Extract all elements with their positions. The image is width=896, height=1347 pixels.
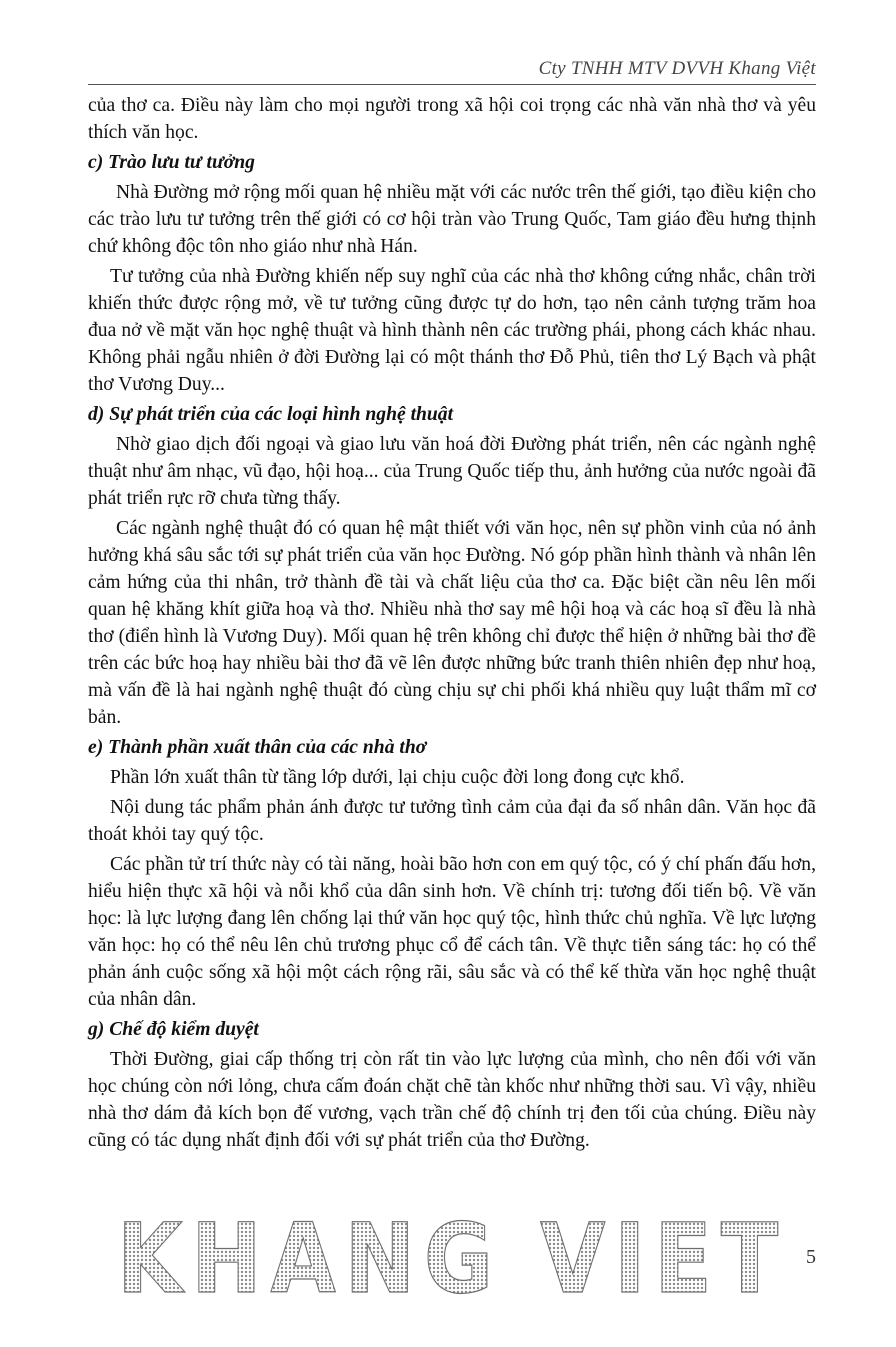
watermark-logo xyxy=(112,1210,792,1302)
paragraph-6: Phần lớn xuất thân từ tầng lớp dưới, lại chịu cuộc đời long đong cực khổ. xyxy=(110,767,685,788)
paragraph-9: Thời Đường, giai cấp thống trị còn rất tin vào lực lượng của mình, cho nên đối với văn học chúng còn nới lỏng, chưa cấm đoán chặt chẽ tàn khốc như những thời sau. Vì vậy, nhiều nhà thơ dám đả kích bọn đế vương, vạch trần chế độ chính trị đen tối của chúng. Điều này cũng có tác dụng nhất định đối với sự phát triển của thơ Đường. xyxy=(88,1049,816,1151)
paragraph-2: Nhà Đường mở rộng mối quan hệ nhiều mặt với các nước trên thế giới, tạo điều kiện cho các trào lưu tư tưởng trên thế giới có cơ hội tràn vào Trung Quốc, Tam giáo đều hưng thịnh chứ không độc tôn nho giáo như nhà Hán. xyxy=(88,182,816,257)
paragraph-4: Nhờ giao dịch đối ngoại và giao lưu văn hoá đời Đường phát triển, nên các ngành nghệ thuật như âm nhạc, vũ đạo, hội hoạ... của Trung Quốc tiếp thu, ảnh hưởng của nước ngoài đã phát triển rực rỡ chưa từng thấy. xyxy=(88,434,816,509)
page-header xyxy=(88,56,816,85)
section-heading-d: d) Sự phát triển của các loại hình nghệ thuật xyxy=(88,404,454,425)
paragraph-1: của thơ ca. Điều này làm cho mọi người trong xã hội coi trọng các nhà văn nhà thơ và yêu thích văn học. xyxy=(88,95,816,143)
publisher-name: Cty TNHH MTV DVVH Khang Việt xyxy=(538,58,816,79)
page-number: 5 xyxy=(806,1246,816,1268)
paragraph-5: Các ngành nghệ thuật đó có quan hệ mật thiết với văn học, nên sự phồn vinh của nó ảnh hưởng khá sâu sắc tới sự phát triển của văn học Đường. Nó góp phần hình thành và nhân lên cảm hứng của thi nhân, trở thành đề tài và chất liệu của thơ ca. Đặc biệt cần nêu lên mối quan hệ khăng khít giữa hoạ và thơ. Nhiều nhà thơ say mê hội hoạ và các hoạ sĩ đều là nhà thơ (điển hình là Vương Duy). Mối quan hệ trên không chỉ được thể hiện ở những bài thơ đề trên các bức hoạ hay nhiều bài thơ đã vẽ lên được những bức tranh thiên nhiên đẹp như hoạ, mà vấn đề là hai ngành nghệ thuật đó cùng chịu sự chi phối khá nhiều quy luật thẩm mĩ cơ bản. xyxy=(88,518,816,728)
paragraph-7: Nội dung tác phẩm phản ánh được tư tưởng tình cảm của đại đa số nhân dân. Văn học đã thoát khỏi tay quý tộc. xyxy=(88,797,816,845)
section-heading-e: e) Thành phần xuất thân của các nhà thơ xyxy=(88,737,427,758)
paragraph-3: Tư tưởng của nhà Đường khiến nếp suy nghĩ của các nhà thơ không cứng nhắc, chân trời khiến thức được rộng mở, về tư tưởng cũng được tự do hơn, tạo nên cảnh tượng trăm hoa đua nở về mặt văn học nghệ thuật và hình thành nên các trường phái, phong cách khác nhau. Không phải ngẫu nhiên ở đời Đường lại có một thánh thơ Đỗ Phủ, tiên thơ Lý Bạch và phật thơ Vương Duy... xyxy=(88,266,816,395)
section-heading-c: c) Trào lưu tư tưởng xyxy=(88,152,255,173)
page-body xyxy=(88,92,816,1157)
paragraph-8: Các phần tử trí thức này có tài năng, hoài bão hơn con em quý tộc, có ý chí phấn đấu hơn, hiểu hiện thực xã hội và nỗi khổ của dân sinh hơn. Về chính trị: tương đối tiến bộ. Về văn học: là lực lượng đang lên chống lại thứ văn học quý tộc, hình thức chủ nghĩa. Về lực lượng văn học: họ có thể nêu lên chủ trương phục cổ để cách tân. Về thực tiễn sáng tác: họ có thể phản ánh cuộc sống xã hội một cách rộng rãi, sâu sắc và có thể kế thừa văn học nghệ thuật của nhân dân. xyxy=(88,854,816,1010)
watermark-text: KHANG VIET xyxy=(117,1210,787,1302)
section-heading-g: g) Chế độ kiểm duyệt xyxy=(88,1019,259,1040)
